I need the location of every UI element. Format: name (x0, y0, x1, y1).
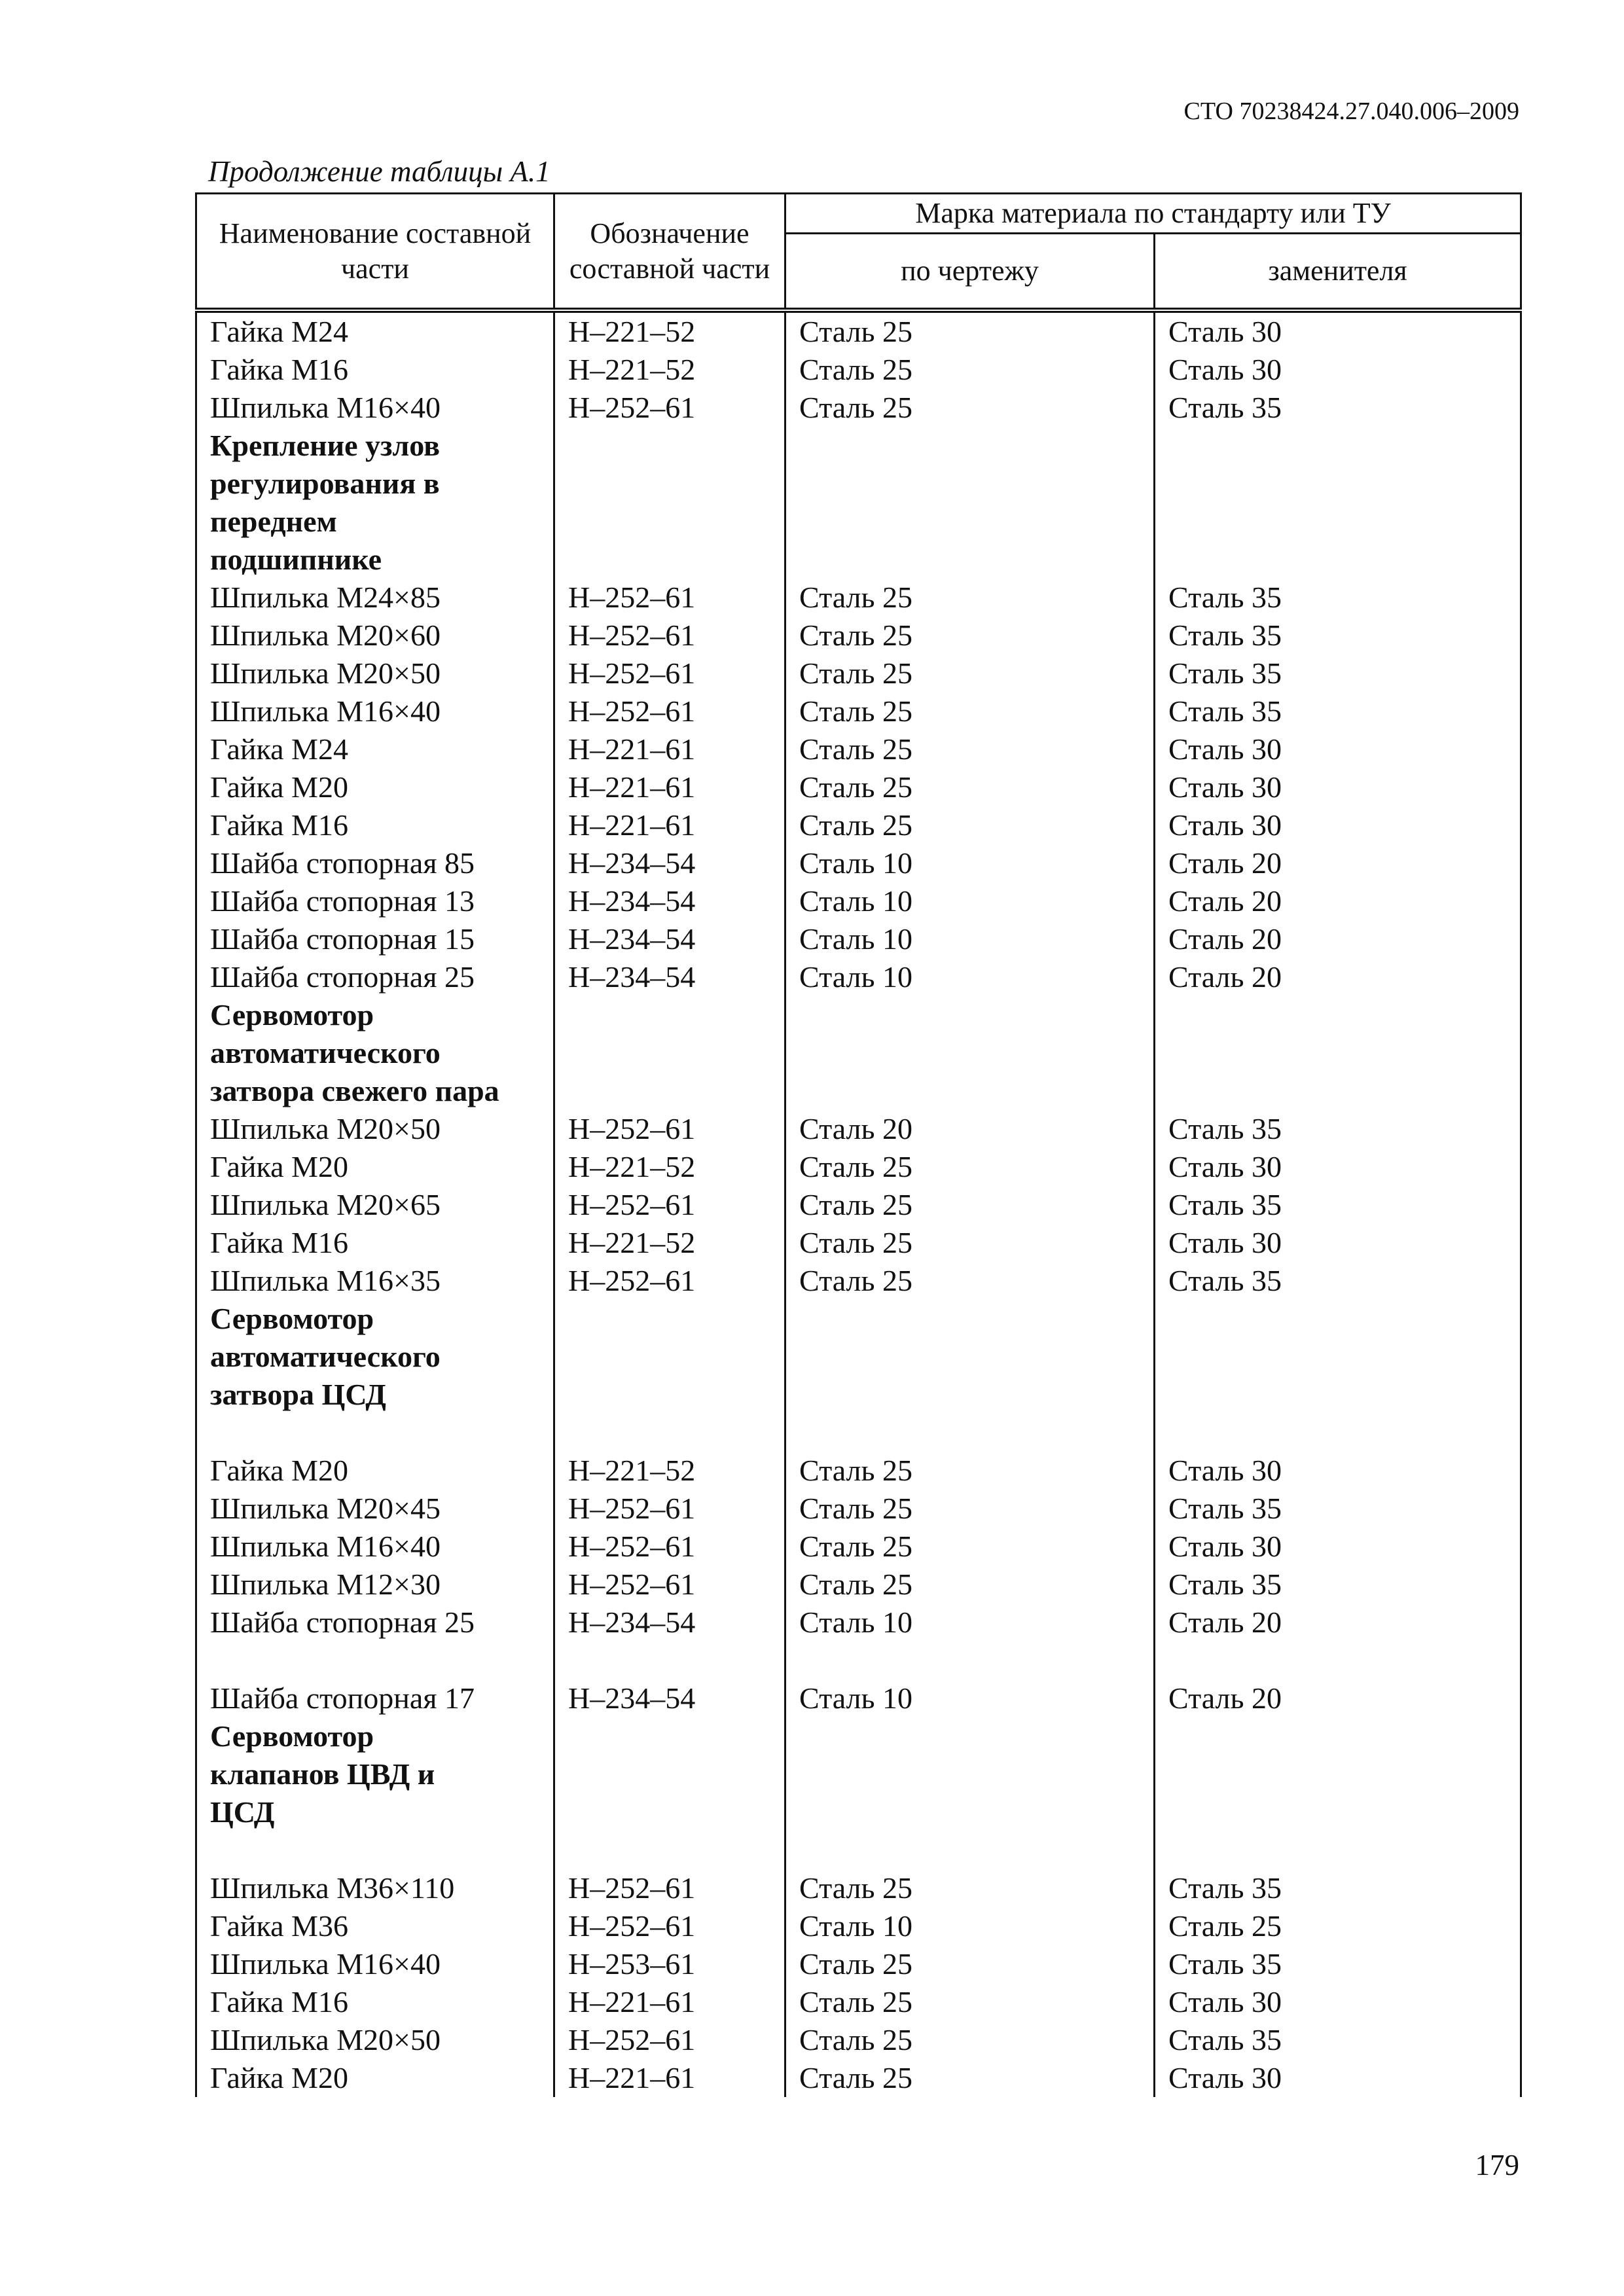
table-row (196, 351, 1521, 389)
section-heading-row (196, 1034, 1521, 1072)
designation-cell: Н–234–54 (554, 844, 785, 882)
section-heading-row (196, 1793, 1521, 1831)
grade-by-drawing-cell: Сталь 25 (785, 1945, 1155, 1983)
grade-substitute-cell: Сталь 20 (1155, 1604, 1521, 1641)
empty-cell (554, 1793, 785, 1831)
empty-cell (1155, 996, 1521, 1034)
column-header-material-grade: Марка материала по стандарту или ТУ (785, 194, 1521, 234)
empty-cell (1155, 1376, 1521, 1414)
empty-cell (1155, 1717, 1521, 1755)
table-row (196, 1148, 1521, 1186)
grade-substitute-cell: Сталь 35 (1155, 1490, 1521, 1528)
empty-cell (554, 1376, 785, 1414)
grade-by-drawing-cell: Сталь 25 (785, 730, 1155, 768)
designation-cell: Н–252–61 (554, 1186, 785, 1224)
empty-cell (1155, 1641, 1521, 1679)
grade-substitute-cell: Сталь 30 (1155, 310, 1521, 351)
part-name-cell: Шпилька М16×40 (196, 692, 554, 730)
designation-cell: Н–221–61 (554, 1983, 785, 2021)
grade-substitute-cell: Сталь 35 (1155, 1110, 1521, 1148)
table-row (196, 1869, 1521, 1907)
grade-substitute-cell: Сталь 20 (1155, 920, 1521, 958)
section-heading: Сервомотор (196, 996, 554, 1034)
part-name-cell: Гайка М20 (196, 2059, 554, 2097)
empty-cell (554, 1717, 785, 1755)
grade-by-drawing-cell: Сталь 10 (785, 958, 1155, 996)
empty-cell (1155, 541, 1521, 579)
designation-cell: Н–252–61 (554, 1907, 785, 1945)
document-code: СТО 70238424.27.040.006–2009 (1183, 98, 1519, 125)
empty-cell (554, 541, 785, 579)
empty-cell (1155, 1414, 1521, 1452)
designation-cell: Н–234–54 (554, 882, 785, 920)
grade-substitute-cell: Сталь 30 (1155, 1528, 1521, 1566)
designation-cell: Н–252–61 (554, 1869, 785, 1907)
part-name-cell: Шпилька М20×50 (196, 1110, 554, 1148)
table-row (196, 844, 1521, 882)
section-heading-row (196, 541, 1521, 579)
grade-by-drawing-cell: Сталь 25 (785, 1262, 1155, 1300)
grade-substitute-cell: Сталь 30 (1155, 1148, 1521, 1186)
empty-cell (785, 1034, 1155, 1072)
table-row (196, 1262, 1521, 1300)
designation-cell: Н–253–61 (554, 1945, 785, 1983)
designation-cell: Н–221–52 (554, 1224, 785, 1262)
grade-substitute-cell: Сталь 20 (1155, 958, 1521, 996)
grade-substitute-cell: Сталь 35 (1155, 1262, 1521, 1300)
spacer-row (196, 1831, 1521, 1869)
empty-cell (1155, 1338, 1521, 1376)
section-heading: Сервомотор (196, 1717, 554, 1755)
table-row (196, 1224, 1521, 1262)
table-body (196, 310, 1521, 2097)
grade-substitute-cell: Сталь 35 (1155, 1945, 1521, 1983)
section-heading: автоматического (196, 1034, 554, 1072)
part-name-cell: Гайка М20 (196, 1452, 554, 1490)
grade-substitute-cell: Сталь 35 (1155, 1566, 1521, 1604)
empty-cell (554, 1072, 785, 1110)
designation-cell: Н–252–61 (554, 1110, 785, 1148)
empty-cell (1155, 1072, 1521, 1110)
part-name-cell: Шпилька М12×30 (196, 1566, 554, 1604)
grade-substitute-cell: Сталь 30 (1155, 2059, 1521, 2097)
section-heading: подшипнике (196, 541, 554, 579)
empty-cell (554, 465, 785, 503)
grade-substitute-cell: Сталь 35 (1155, 1869, 1521, 1907)
designation-cell: Н–252–61 (554, 1262, 785, 1300)
empty-cell (785, 1831, 1155, 1869)
section-heading: клапанов ЦВД и (196, 1755, 554, 1793)
designation-cell: Н–252–61 (554, 617, 785, 655)
empty-cell (1155, 465, 1521, 503)
designation-cell: Н–252–61 (554, 2021, 785, 2059)
table-row (196, 1528, 1521, 1566)
empty-cell (554, 1034, 785, 1072)
grade-substitute-cell: Сталь 30 (1155, 806, 1521, 844)
table-row (196, 1566, 1521, 1604)
part-name-cell: Шайба стопорная 25 (196, 958, 554, 996)
empty-cell (1155, 1793, 1521, 1831)
table-row (196, 958, 1521, 996)
grade-substitute-cell: Сталь 30 (1155, 730, 1521, 768)
part-name-cell: Шпилька М20×65 (196, 1186, 554, 1224)
part-name-cell: Шайба стопорная 13 (196, 882, 554, 920)
part-name-cell: Гайка М16 (196, 351, 554, 389)
grade-by-drawing-cell: Сталь 25 (785, 692, 1155, 730)
empty-cell (785, 1793, 1155, 1831)
part-name-cell: Шпилька М20×50 (196, 655, 554, 692)
table-row (196, 1983, 1521, 2021)
grade-by-drawing-cell: Сталь 20 (785, 1110, 1155, 1148)
column-header-by-drawing: по чертежу (785, 234, 1155, 311)
designation-cell: Н–234–54 (554, 1679, 785, 1717)
part-name-cell: Шпилька М20×50 (196, 2021, 554, 2059)
designation-cell: Н–252–61 (554, 389, 785, 427)
section-heading-row (196, 1338, 1521, 1376)
empty-cell (1155, 1300, 1521, 1338)
grade-by-drawing-cell: Сталь 10 (785, 1679, 1155, 1717)
grade-substitute-cell: Сталь 20 (1155, 844, 1521, 882)
designation-cell: Н–221–52 (554, 310, 785, 351)
empty-cell (785, 503, 1155, 541)
grade-by-drawing-cell: Сталь 25 (785, 1148, 1155, 1186)
designation-cell: Н–221–52 (554, 1148, 785, 1186)
grade-by-drawing-cell: Сталь 25 (785, 2059, 1155, 2097)
section-heading-row (196, 1717, 1521, 1755)
grade-by-drawing-cell: Сталь 25 (785, 1452, 1155, 1490)
table-row (196, 920, 1521, 958)
grade-by-drawing-cell: Сталь 25 (785, 579, 1155, 617)
part-name-cell: Шайба стопорная 15 (196, 920, 554, 958)
section-heading-row (196, 1755, 1521, 1793)
grade-by-drawing-cell: Сталь 25 (785, 310, 1155, 351)
empty-cell (785, 1717, 1155, 1755)
table-row (196, 1186, 1521, 1224)
grade-by-drawing-cell: Сталь 25 (785, 389, 1155, 427)
part-name-cell: Шпилька М24×85 (196, 579, 554, 617)
table-row (196, 1945, 1521, 1983)
empty-cell (785, 1755, 1155, 1793)
part-name-cell: Гайка М24 (196, 730, 554, 768)
column-header-designation: Обозначение составной части (554, 194, 785, 311)
designation-cell: Н–252–61 (554, 1566, 785, 1604)
section-heading: регулирования в (196, 465, 554, 503)
empty-cell (554, 1831, 785, 1869)
grade-substitute-cell: Сталь 30 (1155, 1452, 1521, 1490)
grade-substitute-cell: Сталь 20 (1155, 882, 1521, 920)
part-name-cell: Шпилька М20×60 (196, 617, 554, 655)
empty-cell (785, 1338, 1155, 1376)
page-number: 179 (1475, 2149, 1519, 2181)
part-name-cell: Шпилька М36×110 (196, 1869, 554, 1907)
empty-cell (785, 1414, 1155, 1452)
section-heading: переднем (196, 503, 554, 541)
table-row (196, 655, 1521, 692)
table-row (196, 768, 1521, 806)
grade-by-drawing-cell: Сталь 25 (785, 1528, 1155, 1566)
part-name-cell: Гайка М24 (196, 310, 554, 351)
part-name-cell: Шпилька М20×45 (196, 1490, 554, 1528)
empty-cell (785, 465, 1155, 503)
table-row (196, 579, 1521, 617)
table-row (196, 692, 1521, 730)
designation-cell: Н–221–52 (554, 1452, 785, 1490)
grade-by-drawing-cell: Сталь 10 (785, 844, 1155, 882)
table-row (196, 882, 1521, 920)
grade-by-drawing-cell: Сталь 25 (785, 2021, 1155, 2059)
part-name-cell: Шпилька М16×40 (196, 389, 554, 427)
grade-substitute-cell: Сталь 35 (1155, 2021, 1521, 2059)
spacer-row (196, 1414, 1521, 1452)
section-heading: автоматического (196, 1338, 554, 1376)
grade-by-drawing-cell: Сталь 25 (785, 617, 1155, 655)
grade-by-drawing-cell: Сталь 25 (785, 1186, 1155, 1224)
section-heading: Сервомотор (196, 1300, 554, 1338)
table-row (196, 310, 1521, 351)
part-name-cell: Шайба стопорная 85 (196, 844, 554, 882)
grade-by-drawing-cell: Сталь 10 (785, 1907, 1155, 1945)
spacer-row (196, 1641, 1521, 1679)
grade-substitute-cell: Сталь 35 (1155, 1186, 1521, 1224)
designation-cell: Н–234–54 (554, 1604, 785, 1641)
empty-cell (196, 1414, 554, 1452)
designation-cell: Н–221–61 (554, 2059, 785, 2097)
grade-substitute-cell: Сталь 35 (1155, 655, 1521, 692)
grade-by-drawing-cell: Сталь 25 (785, 768, 1155, 806)
empty-cell (554, 996, 785, 1034)
grade-by-drawing-cell: Сталь 25 (785, 351, 1155, 389)
table-row (196, 1907, 1521, 1945)
table-row (196, 1452, 1521, 1490)
column-header-name: Наименование составной части (196, 194, 554, 311)
empty-cell (785, 1072, 1155, 1110)
empty-cell (1155, 427, 1521, 465)
grade-substitute-cell: Сталь 30 (1155, 1224, 1521, 1262)
grade-substitute-cell: Сталь 30 (1155, 351, 1521, 389)
table-row (196, 2059, 1521, 2097)
table-row (196, 806, 1521, 844)
part-name-cell: Шпилька М16×35 (196, 1262, 554, 1300)
section-heading: ЦСД (196, 1793, 554, 1831)
designation-cell: Н–252–61 (554, 1528, 785, 1566)
empty-cell (1155, 1831, 1521, 1869)
table-header (196, 194, 1521, 311)
grade-by-drawing-cell: Сталь 25 (785, 1490, 1155, 1528)
table-row (196, 2021, 1521, 2059)
grade-by-drawing-cell: Сталь 25 (785, 1869, 1155, 1907)
designation-cell: Н–252–61 (554, 655, 785, 692)
section-heading: затвора свежего пара (196, 1072, 554, 1110)
section-heading-row (196, 465, 1521, 503)
empty-cell (1155, 1034, 1521, 1072)
designation-cell: Н–234–54 (554, 920, 785, 958)
grade-substitute-cell: Сталь 20 (1155, 1679, 1521, 1717)
part-name-cell: Шайба стопорная 17 (196, 1679, 554, 1717)
empty-cell (785, 541, 1155, 579)
empty-cell (554, 503, 785, 541)
section-heading-row (196, 427, 1521, 465)
empty-cell (196, 1641, 554, 1679)
grade-by-drawing-cell: Сталь 25 (785, 806, 1155, 844)
grade-substitute-cell: Сталь 35 (1155, 692, 1521, 730)
empty-cell (554, 427, 785, 465)
grade-substitute-cell: Сталь 25 (1155, 1907, 1521, 1945)
grade-by-drawing-cell: Сталь 25 (785, 655, 1155, 692)
section-heading: Крепление узлов (196, 427, 554, 465)
designation-cell: Н–221–61 (554, 806, 785, 844)
grade-by-drawing-cell: Сталь 10 (785, 920, 1155, 958)
table-row (196, 1110, 1521, 1148)
grade-by-drawing-cell: Сталь 10 (785, 882, 1155, 920)
column-header-substitute: заменителя (1155, 234, 1521, 311)
part-name-cell: Гайка М20 (196, 1148, 554, 1186)
grade-by-drawing-cell: Сталь 10 (785, 1604, 1155, 1641)
empty-cell (785, 427, 1155, 465)
grade-substitute-cell: Сталь 30 (1155, 768, 1521, 806)
part-name-cell: Гайка М16 (196, 1983, 554, 2021)
grade-by-drawing-cell: Сталь 25 (785, 1566, 1155, 1604)
part-name-cell: Гайка М36 (196, 1907, 554, 1945)
table-row (196, 1604, 1521, 1641)
materials-table (195, 192, 1522, 2097)
empty-cell (554, 1300, 785, 1338)
table-row (196, 617, 1521, 655)
section-heading-row (196, 996, 1521, 1034)
designation-cell: Н–221–61 (554, 768, 785, 806)
empty-cell (196, 1831, 554, 1869)
table-row (196, 1679, 1521, 1717)
empty-cell (785, 1300, 1155, 1338)
grade-by-drawing-cell: Сталь 25 (785, 1224, 1155, 1262)
grade-substitute-cell: Сталь 30 (1155, 1983, 1521, 2021)
grade-substitute-cell: Сталь 35 (1155, 579, 1521, 617)
part-name-cell: Гайка М16 (196, 806, 554, 844)
empty-cell (785, 996, 1155, 1034)
table-row (196, 389, 1521, 427)
designation-cell: Н–252–61 (554, 1490, 785, 1528)
table-row (196, 1490, 1521, 1528)
designation-cell: Н–221–61 (554, 730, 785, 768)
section-heading-row (196, 503, 1521, 541)
grade-substitute-cell: Сталь 35 (1155, 617, 1521, 655)
section-heading-row (196, 1376, 1521, 1414)
empty-cell (785, 1641, 1155, 1679)
part-name-cell: Гайка М16 (196, 1224, 554, 1262)
designation-cell: Н–252–61 (554, 579, 785, 617)
empty-cell (1155, 503, 1521, 541)
designation-cell: Н–252–61 (554, 692, 785, 730)
empty-cell (554, 1338, 785, 1376)
section-heading: затвора ЦСД (196, 1376, 554, 1414)
empty-cell (554, 1755, 785, 1793)
empty-cell (554, 1641, 785, 1679)
part-name-cell: Шпилька М16×40 (196, 1528, 554, 1566)
part-name-cell: Шайба стопорная 25 (196, 1604, 554, 1641)
table-row (196, 730, 1521, 768)
designation-cell: Н–221–52 (554, 351, 785, 389)
part-name-cell: Гайка М20 (196, 768, 554, 806)
section-heading-row (196, 1072, 1521, 1110)
grade-substitute-cell: Сталь 35 (1155, 389, 1521, 427)
designation-cell: Н–234–54 (554, 958, 785, 996)
table-caption: Продолжение таблицы А.1 (208, 155, 550, 188)
part-name-cell: Шпилька М16×40 (196, 1945, 554, 1983)
empty-cell (554, 1414, 785, 1452)
empty-cell (1155, 1755, 1521, 1793)
section-heading-row (196, 1300, 1521, 1338)
empty-cell (785, 1376, 1155, 1414)
grade-by-drawing-cell: Сталь 25 (785, 1983, 1155, 2021)
